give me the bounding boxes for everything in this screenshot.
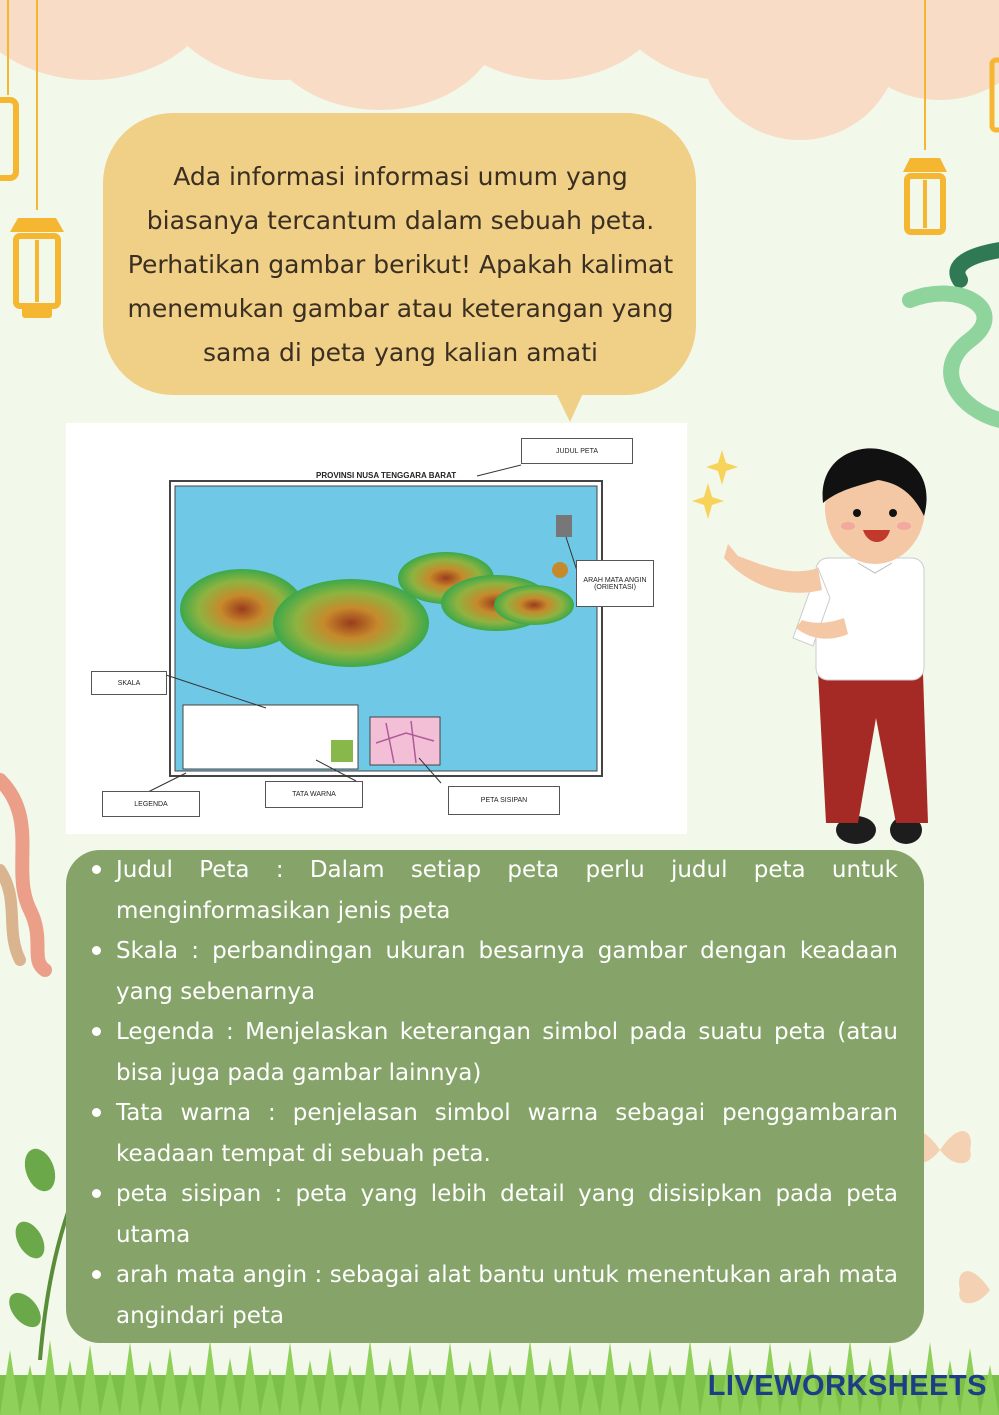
map-label-legenda: LEGENDA <box>102 791 200 817</box>
ribbon-decoration <box>900 240 999 440</box>
list-item: Tata warna : penjelasan simbol warna sebagai penggambaran keadaan tempat di sebuah peta. <box>116 1093 898 1174</box>
list-item: Legenda : Menjelaskan keterangan simbol pada suatu peta (atau bisa juga pada gambar lainnya) <box>116 1012 898 1093</box>
info-box <box>66 850 924 1343</box>
list-item: Skala : perbandingan ukuran besarnya gambar dengan keadaan yang sebenarnya <box>116 931 898 1012</box>
list-item: Judul Peta : Dalam setiap peta perlu judul peta untuk menginformasikan jenis peta <box>116 850 898 931</box>
map-label-judul: JUDUL PETA <box>521 438 633 464</box>
map-label-sisipan: PETA SISIPAN <box>448 786 560 815</box>
info-list <box>116 850 898 1336</box>
brand-logo: LIVEWORKSHEETS <box>707 1370 987 1402</box>
lantern-icon <box>0 0 70 330</box>
map-label-arah: ARAH MATA ANGIN (ORIENTASI) <box>576 560 654 607</box>
lantern-icon <box>895 0 999 250</box>
boy-character <box>718 438 948 850</box>
ribbon-decoration <box>0 760 70 980</box>
map-label-tata-warna: TATA WARNA <box>265 781 363 808</box>
list-item: peta sisipan : peta yang lebih detail yang disisipkan pada peta utama <box>116 1174 898 1255</box>
map-label-skala: SKALA <box>91 671 167 695</box>
map-title: PROVINSI NUSA TENGGARA BARAT <box>316 471 457 480</box>
map-image <box>66 423 687 834</box>
list-item: arah mata angin : sebagai alat bantu untuk menentukan arah mata angindari peta <box>116 1255 898 1336</box>
butterfly-icon <box>950 1260 999 1320</box>
bubble-text: Ada informasi informasi umum yang biasanya tercantum dalam sebuah peta. Perhatikan gambar berikut! Apakah kalimat menemukan gambar atau keterangan yang sama di peta yang kalian amati <box>127 162 674 367</box>
